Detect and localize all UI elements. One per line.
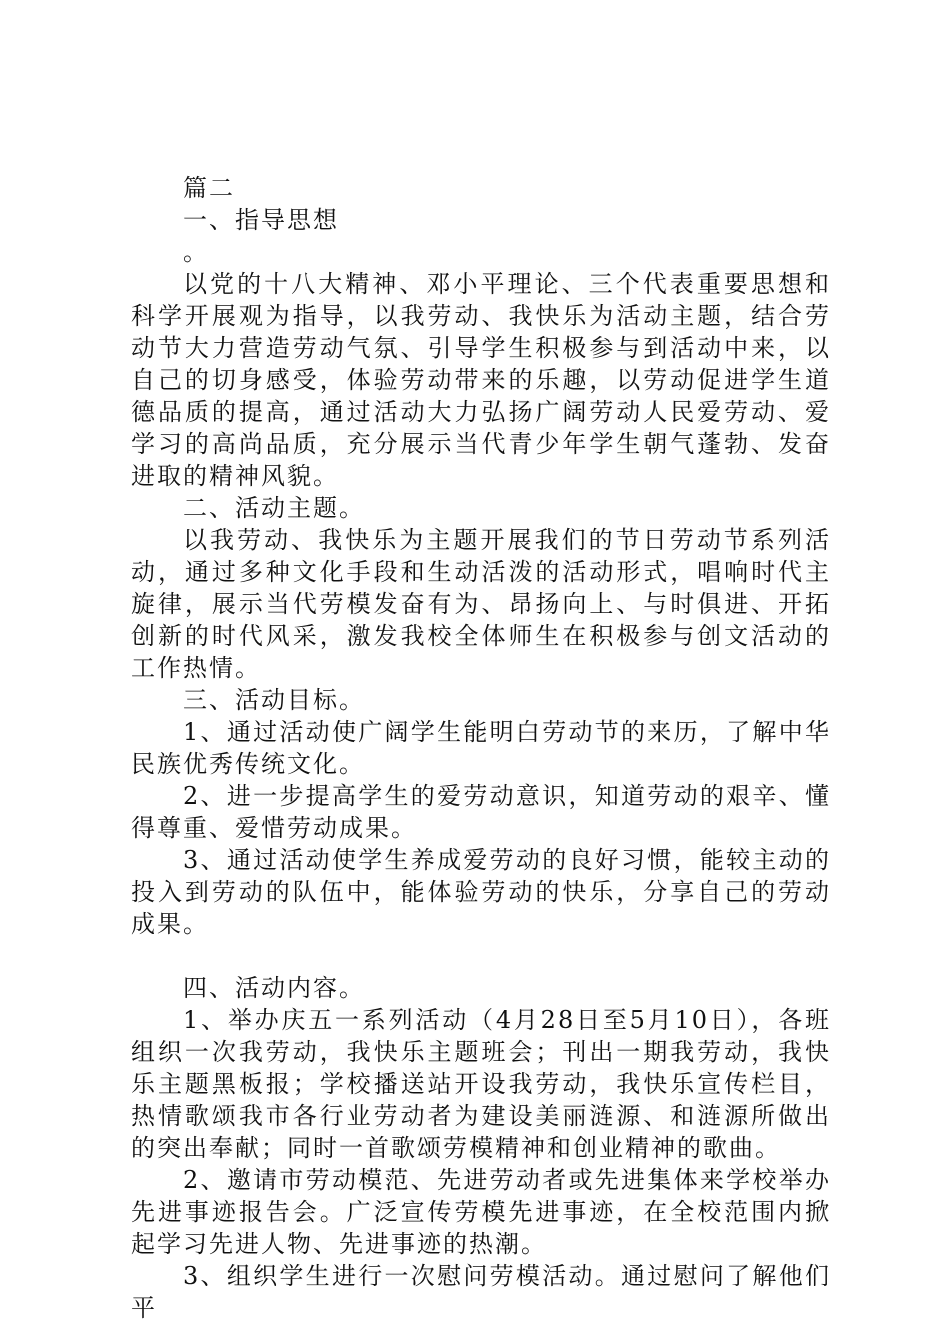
goal-item-1: 1、通过活动使广阔学生能明白劳动节的来历，了解中华民族优秀传统文化。 [131,718,831,778]
goal-item-3: 3、通过活动使学生养成爱劳动的良好习惯，能较主动的投入到劳动的队伍中，能体验劳动的快乐，分享自己的劳动成果。 [131,846,831,938]
section-label: 篇二 [183,174,235,202]
content-item-2: 2、邀请市劳动模范、先进劳动者或先进集体来学校举办先进事迹报告会。广泛宣传劳模先进事迹，在全校范围内掀起学习先进人物、先进事迹的热潮。 [131,1166,831,1258]
content-item-1: 1、举办庆五一系列活动（4月28日至5月10日），各班组织一次我劳动，我快乐主题班会；刊出一期我劳动，我快乐主题黑板报；学校播送站开设我劳动，我快乐宣传栏目，热情歌颂我市各行业劳动者为建设美丽涟源、和涟源所做出的突出奉献；同时一首歌颂劳模精神和创业精神的歌曲。 [131,1006,831,1162]
content-item-3: 3、组织学生进行一次慰问劳模活动。通过慰问了解他们平 [131,1262,831,1322]
heading-activity-content: 四、活动内容。 [183,974,365,1002]
heading-activity-goals: 三、活动目标。 [183,686,365,714]
heading-activity-theme: 二、活动主题。 [183,494,365,522]
heading-guiding-ideology: 一、指导思想 [183,206,339,234]
document-body [131,172,831,1324]
goal-item-2: 2、进一步提高学生的爱劳动意识，知道劳动的艰辛、懂得尊重、爱惜劳动成果。 [131,782,831,842]
paragraph-guiding-ideology: 以党的十八大精神、邓小平理论、三个代表重要思想和科学开展观为指导，以我劳动、我快乐为活动主题，结合劳动节大力营造劳动气氛、引导学生积极参与到活动中来，以自己的切身感受，体验劳动带来的乐趣，以劳动促进学生道德品质的提高，通过活动大力弘扬广阔劳动人民爱劳动、爱学习的高尚品质，充分展示当代青少年学生朝气蓬勃、发奋进取的精神风貌。 [131,270,831,490]
paragraph-activity-theme: 以我劳动、我快乐为主题开展我们的节日劳动节系列活动，通过多种文化手段和生动活泼的活动形式，唱响时代主旋律，展示当代劳模发奋有为、昂扬向上、与时俱进、开拓创新的时代风采，激发我校全体师生在积极参与创文活动的工作热情。 [131,526,831,682]
period-line: 。 [183,238,209,266]
blank-line [131,940,831,972]
